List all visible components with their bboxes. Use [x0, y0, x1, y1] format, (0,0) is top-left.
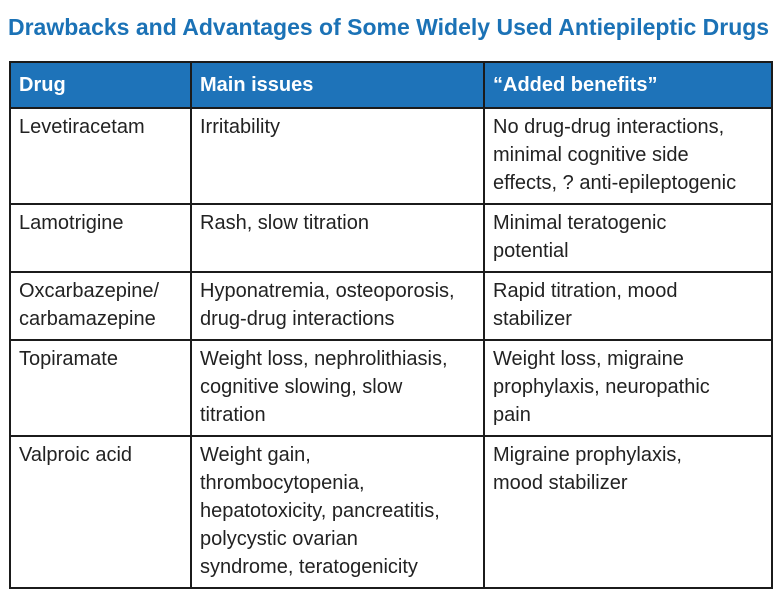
added-benefits-cell: Weight loss, migraine prophylaxis, neuropathic pain [484, 340, 772, 436]
main-issues-cell: Weight gain, thrombocytopenia, hepatotoxicity, pancreatitis, polycystic ovarian syndrome, teratogenicity [191, 436, 484, 588]
drug-comparison-table [9, 61, 773, 589]
drug-cell: Levetiracetam [10, 108, 191, 204]
table-row [10, 204, 772, 272]
added-benefits-cell: No drug-drug interactions, minimal cognitive side effects, ? anti-epileptogenic [484, 108, 772, 204]
drug-cell: Lamotrigine [10, 204, 191, 272]
added-benefits-cell: Migraine prophylaxis, mood stabilizer [484, 436, 772, 588]
header-drug: Drug [10, 62, 191, 108]
table-row [10, 272, 772, 340]
main-issues-cell: Weight loss, nephrolithiasis, cognitive slowing, slow titration [191, 340, 484, 436]
drug-cell: Topiramate [10, 340, 191, 436]
main-issues-cell: Hyponatremia, osteoporosis, drug-drug interactions [191, 272, 484, 340]
header-main-issues: Main issues [191, 62, 484, 108]
drug-cell: Oxcarbazepine/ carbamazepine [10, 272, 191, 340]
added-benefits-cell: Rapid titration, mood stabilizer [484, 272, 772, 340]
table-row [10, 108, 772, 204]
main-issues-cell: Rash, slow titration [191, 204, 484, 272]
page-title: Drawbacks and Advantages of Some Widely Used Antiepileptic Drugs [8, 14, 770, 40]
table-row [10, 436, 772, 588]
added-benefits-cell: Minimal teratogenic potential [484, 204, 772, 272]
table-row [10, 340, 772, 436]
header-added-benefits: “Added benefits” [484, 62, 772, 108]
table-header-row [10, 62, 772, 108]
main-issues-cell: Irritability [191, 108, 484, 204]
drug-cell: Valproic acid [10, 436, 191, 588]
